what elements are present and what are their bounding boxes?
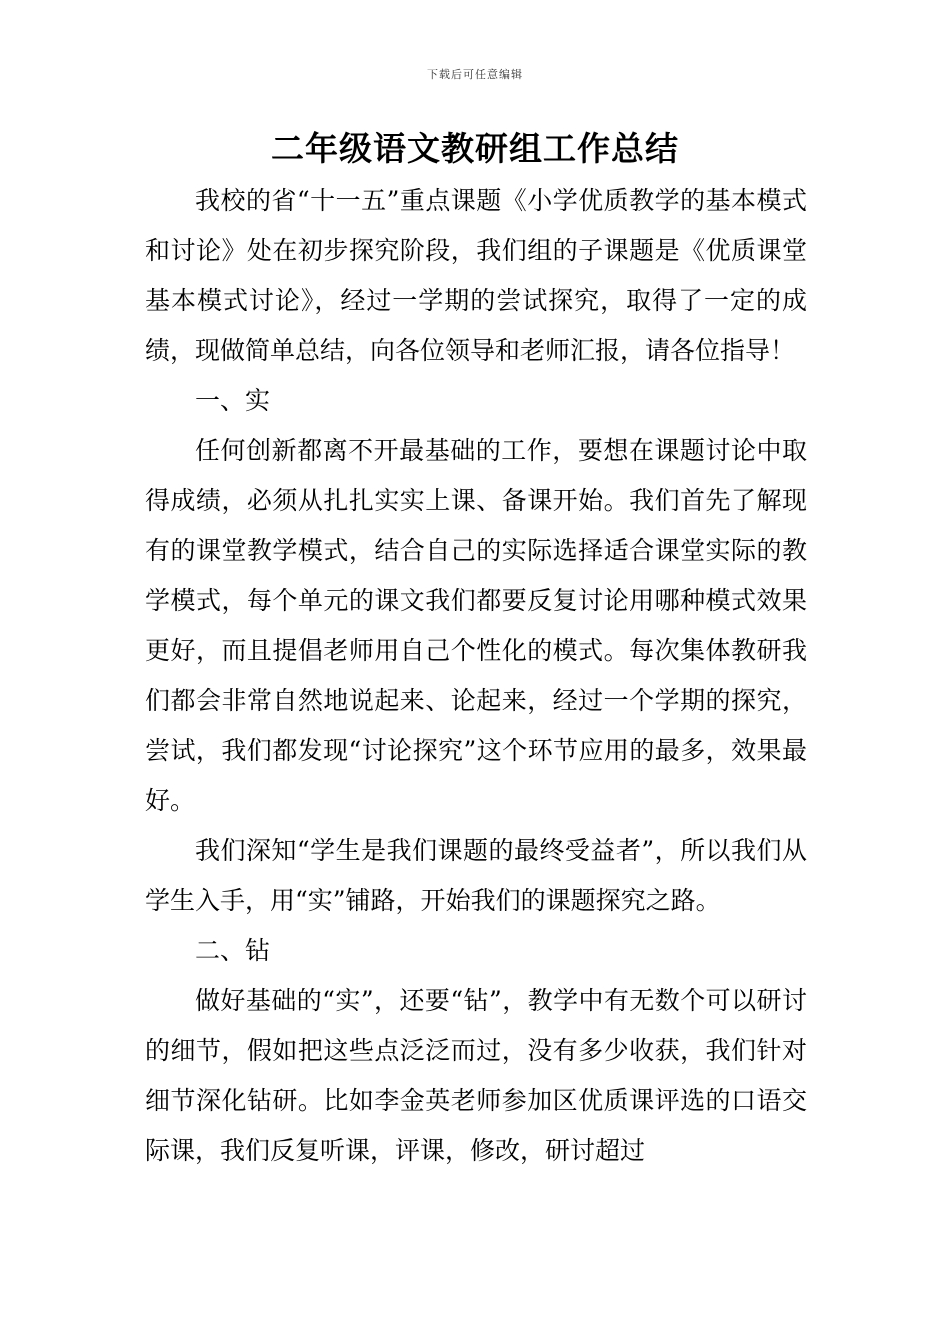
paragraph-section-1-summary: 我们深知“学生是我们课题的最终受益者”，所以我们从学生入手，用“实”铺路，开始我们的课题探究之路。 xyxy=(145,836,807,915)
section-heading-2: 二、钻 xyxy=(195,936,271,965)
paragraph-section-1: 任何创新都离不开最基础的工作，要想在课题讨论中取得成绩，必须从扎扎实实上课、备课开始。我们首先了解现有的课堂教学模式，结合自己的实际选择适合课堂实际的教学模式，每个单元的课文我们都要反复讨论用哪种模式效果更好，而且提倡老师用自己个性化的模式。每次集体教研我们都会非常自然地说起来、论起来，经过一个学期的探究，尝试，我们都发现“讨论探究”这个环节应用的最多，效果最好。 xyxy=(145,436,807,815)
section-heading-1: 一、实 xyxy=(195,386,271,415)
document-body xyxy=(145,176,807,1176)
header-note: 下载后可任意编辑 xyxy=(427,68,523,81)
document-title: 二年级语文教研组工作总结 xyxy=(271,129,679,168)
paragraph-section-2: 做好基础的“实”，还要“钻”，教学中有无数个可以研讨的细节，假如把这些点泛泛而过，没有多少收获，我们针对细节深化钻研。比如李金英老师参加区优质课评选的口语交际课，我们反复听课，评课，修改，研讨超过 xyxy=(145,986,807,1165)
paragraph-intro: 我校的省“十一五”重点课题《小学优质教学的基本模式和讨论》处在初步探究阶段，我们组的子课题是《优质课堂基本模式讨论》，经过一学期的尝试探究，取得了一定的成绩，现做简单总结，向各位领导和老师汇报，请各位指导！ xyxy=(145,186,807,365)
